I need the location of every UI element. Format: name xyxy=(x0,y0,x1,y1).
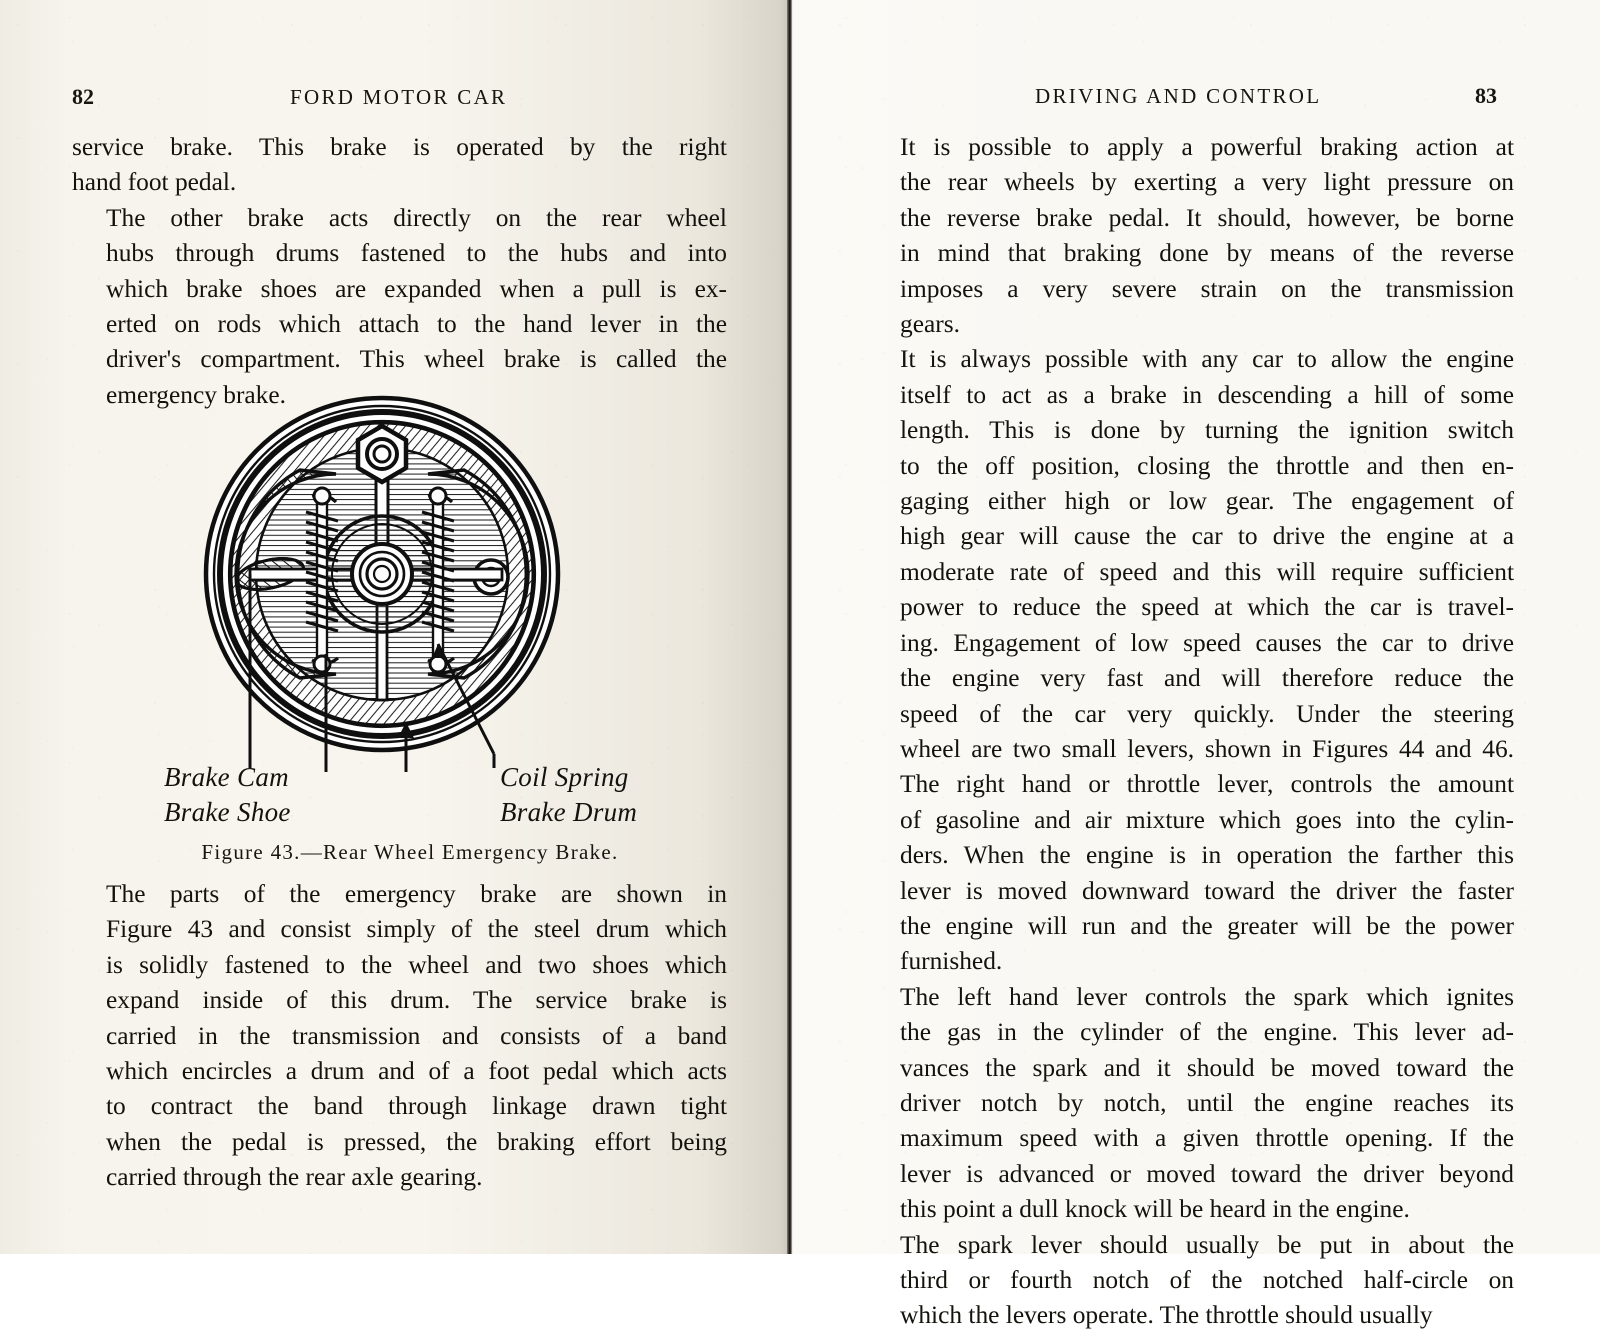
text-line: ders. When the engine is in operation the farther this xyxy=(900,841,1514,870)
text-line: hand foot pedal. xyxy=(72,168,237,197)
text-line: vances the spark and it should be moved toward the xyxy=(900,1053,1514,1082)
text-line: hubs through drums fastened to the hubs and into xyxy=(106,239,727,268)
text-line: maximum speed with a given throttle opening. If the xyxy=(900,1124,1514,1153)
text-line: The right hand or throttle lever, controls the amount xyxy=(900,770,1514,799)
text-line: this point a dull knock will be heard in the engine. xyxy=(900,1195,1410,1224)
text-line: lever is advanced or moved toward the driver beyond xyxy=(900,1159,1514,1188)
text-line: power to reduce the speed at which the car is travel- xyxy=(900,593,1514,622)
text-line: the engine will run and the greater will be the power xyxy=(900,911,1514,940)
text-line: to the off position, closing the throttle and then en- xyxy=(900,451,1514,480)
text-line: speed of the car very quickly. Under the steering xyxy=(900,699,1514,728)
text-line: The left hand lever controls the spark which ignites xyxy=(900,982,1514,1011)
figure-label-coil-spring: Coil Spring xyxy=(500,762,629,792)
text-line: imposes a very severe strain on the transmission xyxy=(900,274,1514,303)
text-line: carried in the transmission and consists of a band xyxy=(106,1021,727,1050)
text-line: high gear will cause the car to drive the engine at a xyxy=(900,522,1514,551)
text-line: gears. xyxy=(900,310,960,339)
paragraph xyxy=(866,130,1514,342)
text-line: expand inside of this drum. The service brake is xyxy=(106,986,727,1015)
text-line: of gasoline and air mixture which goes into the cylin- xyxy=(900,805,1514,834)
figure-43-rear-wheel-emergency-brake xyxy=(150,392,670,772)
figure-label-brake-cam: Brake Cam xyxy=(164,762,289,792)
text-line: the reverse brake pedal. It should, however, be borne xyxy=(900,203,1514,232)
text-line: third or fourth notch of the notched half-circle on xyxy=(900,1266,1514,1294)
text-line: gaging either high or low gear. The engagement of xyxy=(900,487,1514,516)
text-line: moderate rate of speed and this will require sufficient xyxy=(900,557,1514,586)
text-line: service brake. This brake is operated by the right xyxy=(72,133,727,161)
paragraph xyxy=(866,980,1514,1228)
brake-diagram-svg xyxy=(150,392,670,772)
text-line: length. This is done by turning the ignition switch xyxy=(900,416,1514,445)
text-line: emergency brake. xyxy=(106,380,286,409)
text-line: carried through the rear axle gearing. xyxy=(106,1163,483,1192)
text-line: the rear wheels by exerting a very light pressure on xyxy=(900,168,1514,197)
text-line: erted on rods which attach to the hand lever in the xyxy=(106,310,727,339)
text-line: is solidly fastened to the wheel and two shoes which xyxy=(106,950,727,979)
page-number-right: 83 xyxy=(1475,83,1497,108)
text-line: which the levers operate. The throttle should usually xyxy=(900,1301,1433,1330)
paragraph xyxy=(72,201,727,413)
right-column-text xyxy=(866,130,1514,1334)
page-number-left: 82 xyxy=(72,84,94,109)
text-line: furnished. xyxy=(900,947,1003,976)
text-line: It is always possible with any car to allow the engine xyxy=(900,345,1514,374)
paragraph xyxy=(866,342,1514,979)
text-line: lever is moved downward toward the driver the faster xyxy=(900,876,1514,905)
text-line: The spark lever should usually be put in about the xyxy=(900,1230,1514,1259)
text-line: the gas in the cylinder of the engine. This lever ad- xyxy=(900,1018,1514,1047)
text-line: wheel are two small levers, shown in Figures 44 and 46. xyxy=(900,734,1514,763)
text-line: which brake shoes are expanded when a pull is ex- xyxy=(106,274,727,303)
figure-label-brake-shoe: Brake Shoe xyxy=(164,797,291,827)
figure-caption: Figure 43.—Rear Wheel Emergency Brake. xyxy=(201,840,619,864)
paragraph xyxy=(866,1228,1514,1334)
text-line: Figure 43 and consist simply of the steel drum which xyxy=(106,915,727,944)
paragraph xyxy=(72,130,727,201)
text-line: in mind that braking done by means of the reverse xyxy=(900,239,1514,268)
running-head-left: FORD MOTOR CAR xyxy=(290,85,508,109)
text-line: ing. Engagement of low speed causes the car to drive xyxy=(900,628,1514,657)
left-column-text-top xyxy=(72,130,727,413)
text-line: The parts of the emergency brake are shown in xyxy=(106,880,727,908)
text-line: The other brake acts directly on the rear wheel xyxy=(106,203,727,232)
figure-label-brake-drum: Brake Drum xyxy=(500,797,638,827)
text-line: which encircles a drum and of a foot pedal which acts xyxy=(106,1057,727,1086)
text-line: It is possible to apply a powerful braking action at xyxy=(900,133,1514,161)
left-column-text-bottom xyxy=(72,877,727,1196)
paragraph xyxy=(72,877,727,1196)
text-line: driver's compartment. This wheel brake is called the xyxy=(106,345,727,374)
text-line: driver notch by notch, until the engine reaches its xyxy=(900,1088,1514,1117)
text-line: to contract the band through linkage drawn tight xyxy=(106,1092,727,1121)
text-line: when the pedal is pressed, the braking effort being xyxy=(106,1127,727,1156)
text-line: itself to act as a brake in descending a hill of some xyxy=(900,380,1514,409)
running-head-right: DRIVING AND CONTROL xyxy=(1035,84,1322,108)
text-line: the engine very fast and will therefore reduce the xyxy=(900,664,1514,693)
book-gutter xyxy=(787,0,792,1254)
